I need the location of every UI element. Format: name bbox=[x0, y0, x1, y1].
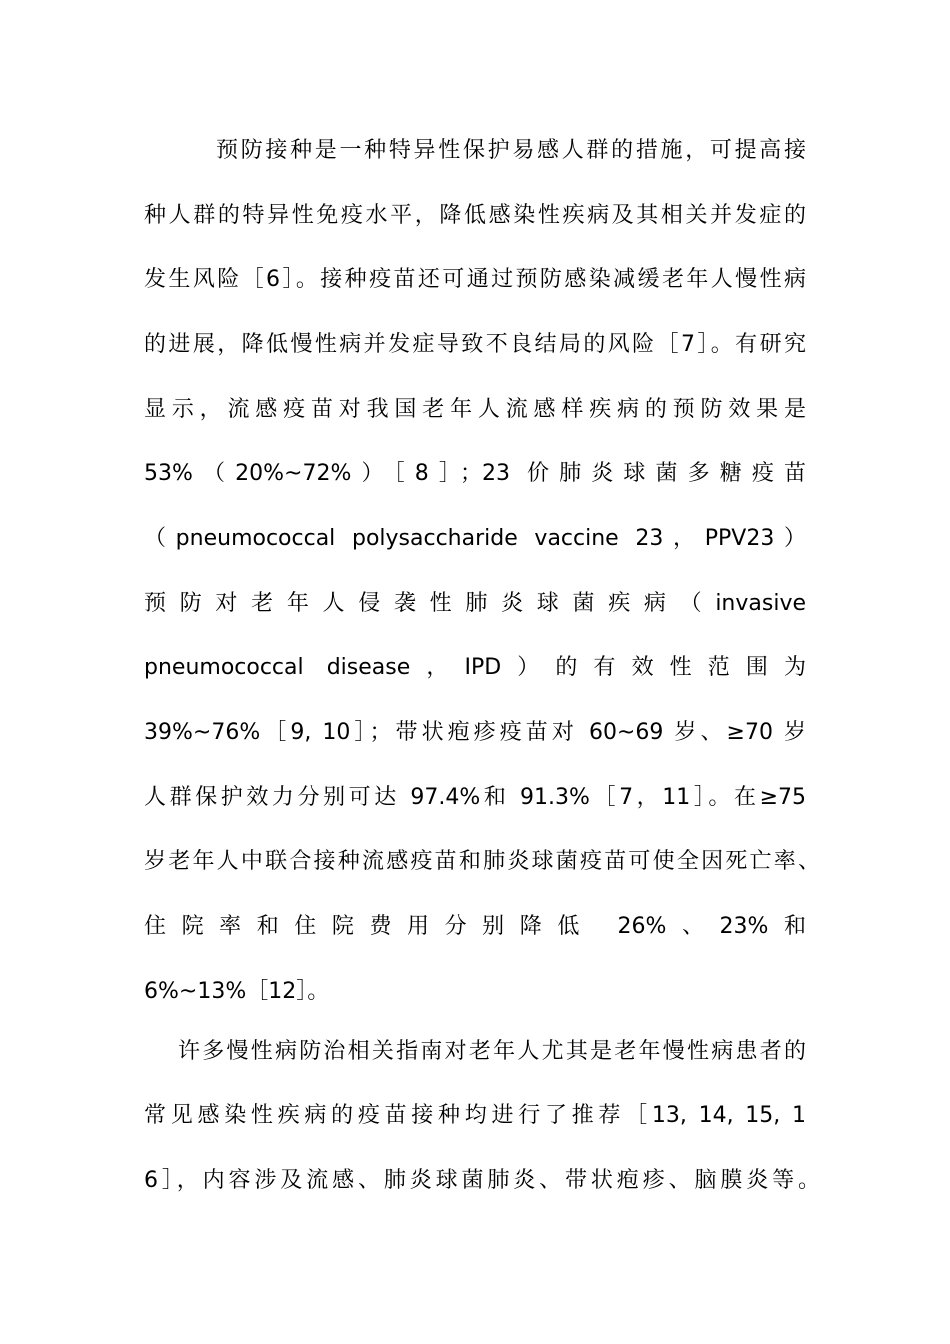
text-line: 岁老年人中联合接种流感疫苗和肺炎球菌疫苗可使全因死亡率、 bbox=[144, 849, 820, 874]
text-line: pneumococcal disease，IPD）的有效性范围为 bbox=[144, 655, 806, 680]
text-line: 预防接种是一种特异性保护易感人群的措施，可提高接 bbox=[216, 138, 806, 163]
text-line: 显示，流感疫苗对我国老年人流感样疾病的预防效果是 bbox=[144, 397, 806, 422]
text-line: 种人群的特异性免疫水平，降低感染性疾病及其相关并发症的 bbox=[144, 203, 806, 228]
text-line: 39%~76%［9, 10］；带状疱疹疫苗对 60~69 岁、≥70 岁 bbox=[144, 720, 806, 745]
text-line: 6%~13%［12］。 bbox=[144, 979, 330, 1004]
text-line: 发生风险［6］。接种疫苗还可通过预防感染减缓老年人慢性病 bbox=[144, 267, 806, 292]
text-line: 许多慢性病防治相关指南对老年人尤其是老年慢性病患者的 bbox=[178, 1039, 806, 1064]
text-line: 的进展，降低慢性病并发症导致不良结局的风险［7］。有研究 bbox=[144, 332, 806, 357]
text-line: 常见感染性疾病的疫苗接种均进行了推荐［13, 14, 15, 1 bbox=[144, 1103, 806, 1128]
text-line: （pneumococcal polysaccharide vaccine 23，PPV23） bbox=[144, 526, 806, 551]
text-line: 预防对老年人侵袭性肺炎球菌疾病（invasive bbox=[144, 591, 806, 616]
text-line: 6］，内容涉及流感、肺炎球菌肺炎、带状疱疹、脑膜炎等。 bbox=[144, 1168, 820, 1193]
text-line: 住院率和住院费用分别降低 26%、23%和 bbox=[144, 914, 806, 939]
text-line: 人群保护效力分别可达 97.4%和 91.3%［7，11］。在≥75 bbox=[144, 785, 806, 810]
text-line: 53%（20%~72%）［8］；23 价肺炎球菌多糖疫苗 bbox=[144, 461, 806, 486]
